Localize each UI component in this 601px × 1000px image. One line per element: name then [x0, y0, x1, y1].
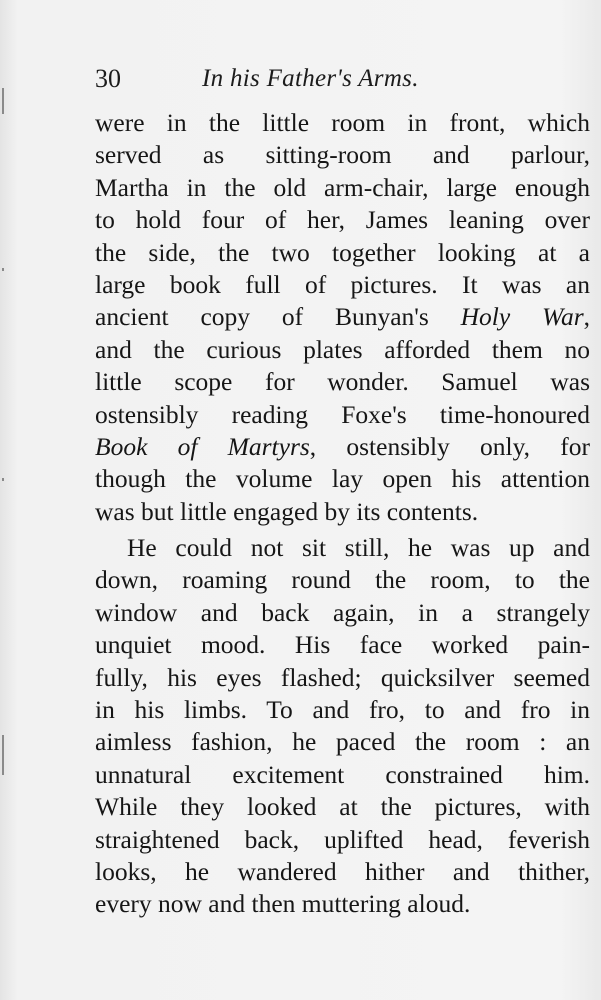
paragraph: [95, 107, 590, 528]
text-line: unnatural excitement constrained him.: [95, 759, 590, 789]
spine-mark: [2, 735, 4, 775]
paragraph: [95, 532, 590, 921]
text-line: served as sitting-room and parlour,: [95, 140, 590, 170]
text-line: window and back again, in a strangely: [95, 597, 590, 627]
text-line: aimless fashion, he paced the room : an: [95, 727, 590, 757]
text-line: fully, his eyes flashed; quicksilver seemed: [95, 662, 590, 692]
text-line: was but little engaged by its contents.: [95, 496, 479, 526]
text-line: [95, 301, 590, 333]
text-line: were in the little room in front, which: [95, 108, 590, 137]
text-line: He could not sit still, he was up and: [127, 533, 590, 563]
text-line: in his limbs. To and fro, to and fro in: [95, 695, 590, 725]
page-header: [95, 62, 590, 98]
running-title: In his Father's Arms.: [202, 65, 419, 92]
text-line: little scope for wonder. Samuel was: [95, 367, 590, 397]
text-line: looks, he wandered hither and thither,: [95, 856, 590, 886]
text-line: Martha in the old arm-chair, large enough: [95, 172, 590, 202]
text-line: and the curious plates afforded them no: [95, 334, 590, 364]
italic-title: Holy War: [460, 302, 584, 332]
text-run: ,: [583, 302, 590, 332]
text-line: large book full of pictures. It was an: [95, 269, 590, 299]
text-line: to hold four of her, James leaning over: [95, 205, 590, 235]
spine-mark: [2, 478, 4, 481]
text-line: unquiet mood. His face worked pain-: [95, 630, 590, 660]
text-line: ostensibly reading Foxe's time-honoured: [95, 399, 590, 429]
text-line: [95, 431, 590, 463]
body-text: [95, 107, 590, 921]
page-number: 30: [95, 64, 121, 93]
text-line: the side, the two together looking at a: [95, 237, 590, 267]
spine-mark: [2, 268, 4, 271]
text-line: While they looked at the pictures, with: [95, 792, 590, 822]
text-run: ancient copy of Bunyan's: [95, 302, 461, 332]
text-line: down, roaming round the room, to the: [95, 565, 590, 595]
spine-mark: [2, 88, 4, 114]
text-line: straightened back, uplifted head, feverish: [95, 824, 590, 854]
text-run: , ostensibly only, for: [309, 431, 590, 461]
text-line: every now and then muttering aloud.: [95, 889, 471, 919]
italic-title: Book of Martyrs: [95, 431, 310, 461]
text-line: though the volume lay open his attention: [95, 464, 590, 494]
